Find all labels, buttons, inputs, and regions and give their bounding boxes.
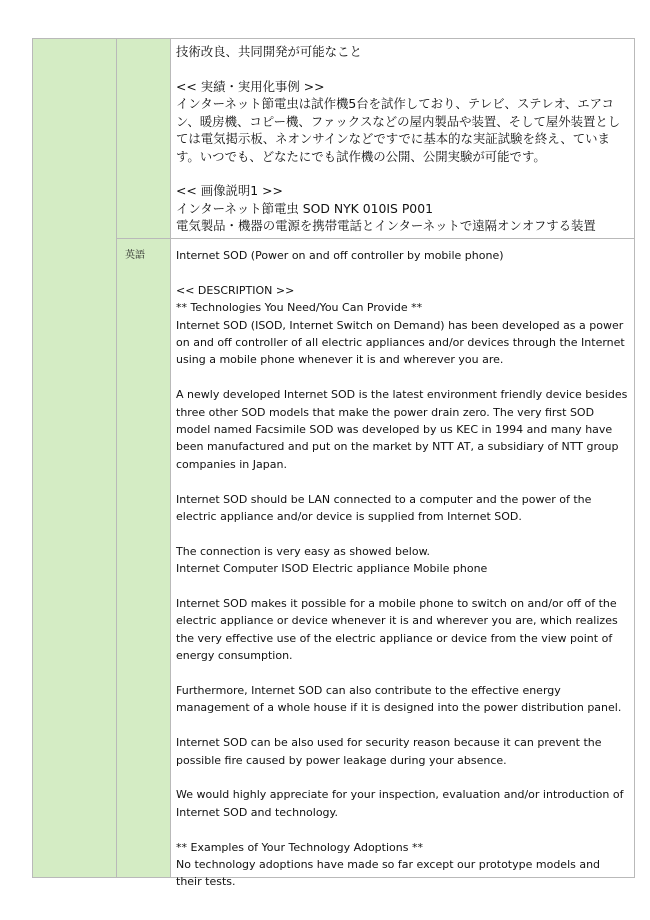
en-paragraph-7: Internet SOD can be also used for security reason because it can prevent the possible fire caused by power leakage during your absence. <box>176 736 602 767</box>
en-title: Internet SOD (Power on and off controller by mobile phone) <box>176 249 504 262</box>
en-paragraph-9: No technology adoptions have made so far except our prototype models and their tests. <box>176 858 601 889</box>
en-paragraph-4a: The connection is very easy as showed below. <box>176 544 431 558</box>
en-paragraph-4b: Internet Computer ISOD Electric appliance Mobile phone <box>176 562 488 576</box>
row-divider <box>117 238 634 239</box>
en-technologies-heading: ** Technologies You Need/You Can Provide ** <box>176 301 423 315</box>
en-paragraph-1: Internet SOD (ISOD, Internet Switch on Demand) has been developed as a power on and off controller of all electric appliances and/or devices through the Internet using a mobile phone whenever it is and wherever you are. <box>176 318 625 367</box>
content-table <box>32 38 635 889</box>
jp-caption-line2: 電気製品・機器の電源を携帯電話とインターネットで遠隔オンオフする装置 <box>176 218 596 233</box>
language-column <box>117 39 171 877</box>
jp-caption-line1: インターネット節電虫 SOD NYK 010IS P001 <box>176 200 433 216</box>
en-paragraph-2: A newly developed Internet SOD is the latest environment friendly device besides three other SOD models that make the power drain zero. The very first SOD model named Facsimile SOD was developed by us KEC in 1994 and many have been manufactured and put on the market by NTT AT, a subsidiary of NTT group companies in Japan. <box>176 388 628 471</box>
en-paragraph-3: Internet SOD should be LAN connected to a computer and the power of the electric appliance and/or device is supplied from Internet SOD. <box>176 492 592 524</box>
en-paragraph-6: Furthermore, Internet SOD can also contribute to the effective energy management of a whole house if it is designed into the power distribution panel. <box>176 684 622 715</box>
en-paragraph-5: Internet SOD makes it possible for a mobile phone to switch on and/or off of the electric appliance or device whenever it is and wherever you are, which realizes the very effective use of the electric appliance or device from the view point of energy consumption. <box>176 597 618 663</box>
jp-paragraph-achievements: インターネット節電虫は試作機5台を試作しており、テレビ、ステレオ、エアコン、暖房機、コピー機、ファックスなどの屋内製品や装置、そして屋外装置としては電気掲示板、ネオンサインなどですでに基本的な実証試験を終え、ています。いつでも、どなたにでも試作機の公開、公開実験が可能です。 <box>176 96 621 164</box>
jp-heading-image: << 画像説明1 >> <box>176 183 283 198</box>
en-description-heading: << DESCRIPTION >> <box>176 283 295 297</box>
english-description-cell <box>176 247 628 891</box>
category-column <box>33 39 117 877</box>
language-label-english: 英語 <box>125 250 145 261</box>
jp-line1: 技術改良、共同開発が可能なこと <box>176 44 362 59</box>
en-examples-heading: ** Examples of Your Technology Adoptions ** <box>176 840 423 854</box>
en-paragraph-8: We would highly appreciate for your inspection, evaluation and/or introduction of Internet SOD and technology. <box>176 788 624 819</box>
jp-heading-achievements: << 実績・実用化事例 >> <box>176 78 325 94</box>
japanese-description-cell <box>176 43 628 235</box>
